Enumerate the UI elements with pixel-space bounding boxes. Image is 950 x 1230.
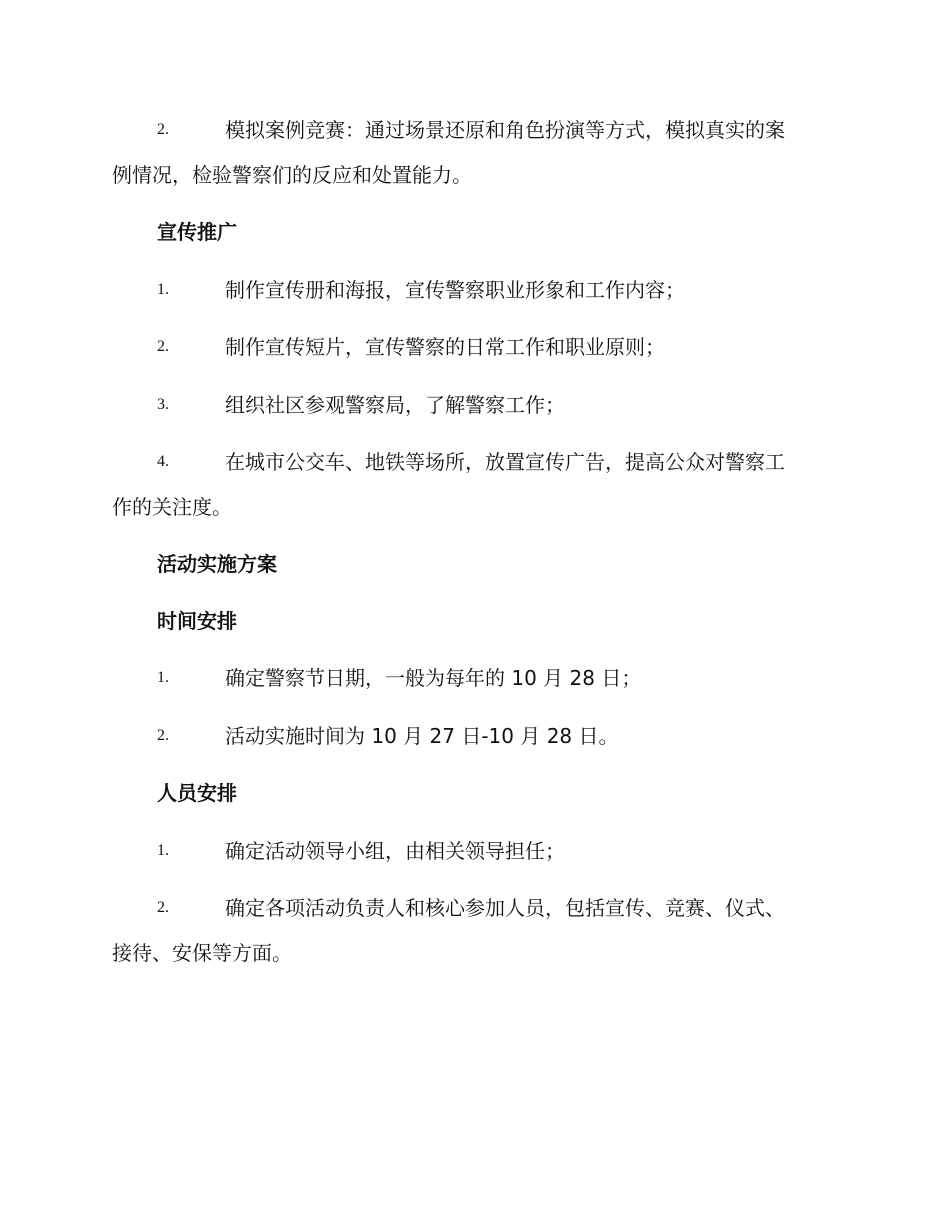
list-number: 4.	[157, 453, 169, 470]
list-item-text: 组织社区参观警察局，了解警察工作；	[225, 393, 565, 417]
list-item-text: 制作宣传册和海报，宣传警察职业形象和工作内容；	[225, 278, 685, 302]
list-item-continuation: 作的关注度。	[112, 495, 232, 519]
section-heading-plan: 活动实施方案	[157, 552, 277, 576]
list-item-continuation: 例情况，检验警察们的反应和处置能力。	[112, 163, 472, 187]
list-item-text: 确定活动领导小组，由相关领导担任；	[225, 839, 565, 863]
list-item-continuation: 接待、安保等方面。	[112, 941, 292, 965]
list-item-text: 确定各项活动负责人和核心参加人员，包括宣传、竞赛、仪式、	[225, 896, 785, 920]
section-heading-staff: 人员安排	[157, 781, 237, 805]
list-item-text: 活动实施时间为 10 月 27 日-10 月 28 日。	[225, 724, 619, 748]
section-heading-time: 时间安排	[157, 609, 237, 633]
list-item-text: 模拟案例竞赛：通过场景还原和角色扮演等方式，模拟真实的案	[225, 118, 785, 142]
list-number: 2.	[157, 727, 169, 744]
list-item-text: 制作宣传短片，宣传警察的日常工作和职业原则；	[225, 335, 665, 359]
section-heading-publicity: 宣传推广	[157, 220, 237, 244]
list-number: 2.	[157, 121, 169, 138]
list-number: 2.	[157, 899, 169, 916]
list-number: 1.	[157, 281, 169, 298]
list-number: 1.	[157, 669, 169, 686]
list-number: 2.	[157, 338, 169, 355]
list-item-text: 确定警察节日期，一般为每年的 10 月 28 日；	[225, 666, 642, 690]
list-number: 1.	[157, 842, 169, 859]
list-number: 3.	[157, 396, 169, 413]
list-item-text: 在城市公交车、地铁等场所，放置宣传广告，提高公众对警察工	[225, 450, 785, 474]
